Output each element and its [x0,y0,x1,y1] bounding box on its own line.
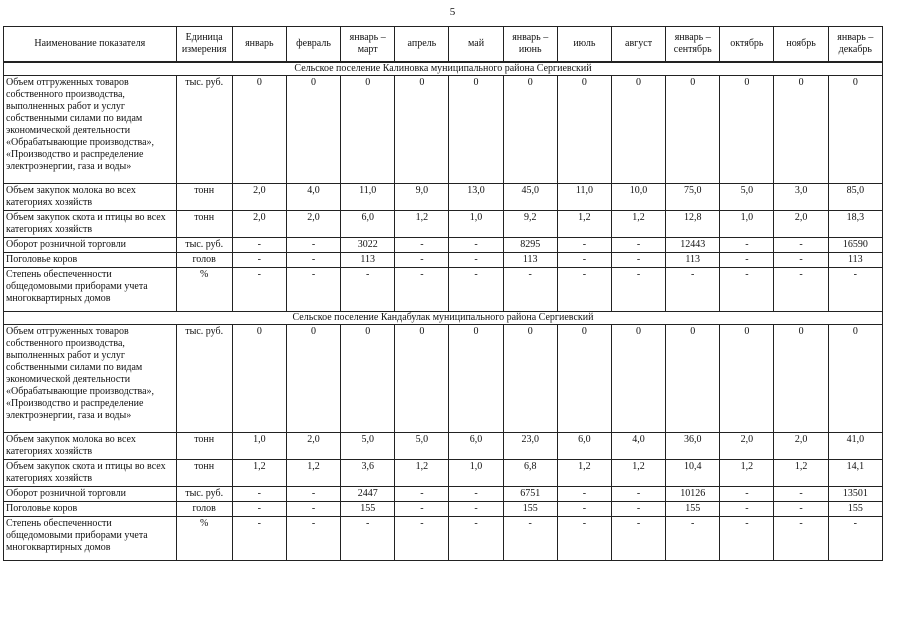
indicator-value: 2,0 [774,211,828,238]
indicator-value: - [395,238,449,253]
column-header-period: июль [557,27,611,63]
indicator-name: Объем отгруженных товаров собственного производства, выполненных работ и услуг собственными силами по видам экономической деятельности «Обрабатывающие производства», «Производство и распределение электроэнергии, газа и воды» [4,76,177,184]
indicator-value: - [449,517,503,561]
indicator-value: - [341,517,395,561]
table-row [4,433,883,460]
indicator-value: 14,1 [828,460,882,487]
indicator-value: - [720,502,774,517]
indicator-value: 0 [503,325,557,433]
indicator-value: 113 [503,253,557,268]
table-row [4,517,883,561]
indicator-value: 5,0 [720,184,774,211]
indicator-value: - [828,268,882,312]
indicator-name: Поголовье коров [4,253,177,268]
indicator-value: 0 [503,76,557,184]
indicator-value: 0 [828,325,882,433]
indicator-value: 1,0 [449,460,503,487]
indicator-value: - [720,517,774,561]
indicator-value: 0 [395,76,449,184]
column-header-period: январь – июнь [503,27,557,63]
indicator-value: 3022 [341,238,395,253]
indicator-value: - [232,502,286,517]
indicator-value: - [286,487,340,502]
indicator-value: 16590 [828,238,882,253]
indicator-value: 0 [611,325,665,433]
table-row [4,487,883,502]
column-header-period: октябрь [720,27,774,63]
indicator-value: 155 [341,502,395,517]
indicator-name: Поголовье коров [4,502,177,517]
indicator-value: - [557,253,611,268]
indicator-value: 3,6 [341,460,395,487]
page-number: 5 [449,6,456,18]
indicator-value: 1,2 [286,460,340,487]
indicator-value: 0 [828,76,882,184]
indicator-value: 0 [449,325,503,433]
indicator-value: - [395,253,449,268]
indicator-value: - [666,268,720,312]
indicator-value: 0 [666,325,720,433]
indicator-value: 8295 [503,238,557,253]
indicator-value: 0 [286,76,340,184]
indicator-value: - [503,517,557,561]
section-title: Сельское поселение Кандабулак муниципального района Сергиевский [4,312,883,325]
indicator-value: 1,2 [557,460,611,487]
indicator-unit: тыс. руб. [176,238,232,253]
indicator-value: 1,0 [720,211,774,238]
table-row [4,325,883,433]
indicator-value: - [774,268,828,312]
indicator-value: 0 [774,325,828,433]
column-header-period: ноябрь [774,27,828,63]
indicator-value: 0 [611,76,665,184]
indicator-value: 11,0 [341,184,395,211]
indicator-value: 155 [503,502,557,517]
indicator-name: Оборот розничной торговли [4,487,177,502]
table-row [4,460,883,487]
indicator-value: - [828,517,882,561]
indicator-value: 113 [341,253,395,268]
indicator-value: - [611,502,665,517]
indicator-value: 155 [666,502,720,517]
indicator-value: 0 [557,325,611,433]
indicator-value: 6,0 [449,433,503,460]
table-body [4,62,883,561]
indicator-value: - [611,253,665,268]
indicator-value: - [774,238,828,253]
indicator-value: - [720,238,774,253]
indicator-value: 10126 [666,487,720,502]
table-row [4,253,883,268]
indicator-value: 6,0 [341,211,395,238]
indicator-value: - [720,487,774,502]
indicator-name: Объем закупок скота и птицы во всех категориях хозяйств [4,211,177,238]
indicator-value: 0 [666,76,720,184]
indicator-value: - [286,268,340,312]
indicator-value: - [232,517,286,561]
indicator-value: 36,0 [666,433,720,460]
indicator-name: Степень обеспеченности общедомовыми приборами учета многоквартирных домов [4,268,177,312]
indicator-value: 0 [232,325,286,433]
indicator-name: Степень обеспеченности общедомовыми приборами учета многоквартирных домов [4,517,177,561]
indicator-value: - [774,517,828,561]
indicator-value: - [720,268,774,312]
indicator-value: 0 [286,325,340,433]
section-title-row [4,62,883,76]
indicator-value: 45,0 [503,184,557,211]
column-header-period: май [449,27,503,63]
indicator-name: Объем закупок молока во всех категориях хозяйств [4,433,177,460]
indicator-value: 0 [232,76,286,184]
indicator-value: 1,2 [774,460,828,487]
indicator-value: - [611,487,665,502]
table-row [4,184,883,211]
indicator-value: 2,0 [720,433,774,460]
indicator-value: - [232,253,286,268]
indicator-value: 1,2 [720,460,774,487]
indicator-value: 13,0 [449,184,503,211]
indicator-value: 1,2 [611,460,665,487]
indicator-value: - [449,253,503,268]
table-row [4,268,883,312]
indicator-value: - [557,502,611,517]
indicator-value: - [774,487,828,502]
indicator-value: 1,2 [557,211,611,238]
indicator-unit: тонн [176,433,232,460]
indicator-unit: тыс. руб. [176,76,232,184]
indicator-value: 23,0 [503,433,557,460]
indicator-value: 1,2 [395,460,449,487]
indicator-value: - [395,268,449,312]
indicator-value: - [774,502,828,517]
column-header-period: февраль [286,27,340,63]
indicator-name: Оборот розничной торговли [4,238,177,253]
indicator-value: 1,2 [611,211,665,238]
indicator-value: 1,0 [232,433,286,460]
indicators-table [3,26,883,561]
indicator-unit: % [176,517,232,561]
indicator-unit: тыс. руб. [176,487,232,502]
indicator-value: 113 [666,253,720,268]
column-header-period: январь – сентябрь [666,27,720,63]
indicator-value: 2447 [341,487,395,502]
indicator-value: - [286,517,340,561]
indicator-unit: тонн [176,460,232,487]
indicator-value: 10,4 [666,460,720,487]
indicator-value: 2,0 [232,184,286,211]
indicator-value: - [395,487,449,502]
indicator-value: 6,8 [503,460,557,487]
indicator-value: - [286,238,340,253]
indicator-value: - [611,238,665,253]
indicator-unit: тонн [176,211,232,238]
indicator-name: Объем отгруженных товаров собственного производства, выполненных работ и услуг собственными силами по видам экономической деятельности «Обрабатывающие производства», «Производство и распределение электроэнергии, газа и воды» [4,325,177,433]
indicator-value: 1,0 [449,211,503,238]
indicator-value: 11,0 [557,184,611,211]
indicator-unit: тыс. руб. [176,325,232,433]
indicator-value: 4,0 [611,433,665,460]
indicator-value: 18,3 [828,211,882,238]
indicator-value: - [611,268,665,312]
indicator-name: Объем закупок молока во всех категориях хозяйств [4,184,177,211]
indicator-value: - [557,268,611,312]
indicator-value: 0 [449,76,503,184]
indicator-value: - [395,517,449,561]
indicator-value: - [449,268,503,312]
indicator-value: - [286,502,340,517]
indicator-value: 113 [828,253,882,268]
table-header-row [4,27,883,63]
indicator-value: 1,2 [232,460,286,487]
indicator-value: 6,0 [557,433,611,460]
indicator-value: - [503,268,557,312]
indicator-value: 85,0 [828,184,882,211]
indicator-value: 10,0 [611,184,665,211]
indicator-value: 12443 [666,238,720,253]
indicator-value: - [395,502,449,517]
indicator-value: 2,0 [286,211,340,238]
indicator-value: - [774,253,828,268]
indicator-value: 0 [557,76,611,184]
indicator-value: - [232,238,286,253]
indicator-value: - [720,253,774,268]
column-header-period: январь – декабрь [828,27,882,63]
indicator-value: 0 [341,325,395,433]
indicator-value: - [557,517,611,561]
indicator-value: 155 [828,502,882,517]
indicator-value: 9,2 [503,211,557,238]
indicator-value: 2,0 [286,433,340,460]
indicator-value: 2,0 [232,211,286,238]
indicator-value: 6751 [503,487,557,502]
indicator-value: 5,0 [395,433,449,460]
indicator-value: 0 [720,76,774,184]
indicator-value: 5,0 [341,433,395,460]
table-row [4,76,883,184]
section-title: Сельское поселение Калиновка муниципального района Сергиевский [4,62,883,76]
indicator-value: - [449,502,503,517]
indicator-value: 12,8 [666,211,720,238]
indicator-value: - [666,517,720,561]
table-row [4,211,883,238]
table-row [4,238,883,253]
indicator-value: - [557,487,611,502]
indicator-value: - [449,238,503,253]
indicator-value: - [286,253,340,268]
column-header-period: январь [232,27,286,63]
column-header-name: Наименование показателя [4,27,177,63]
column-header-period: январь – март [341,27,395,63]
indicator-value: - [557,238,611,253]
indicator-value: - [449,487,503,502]
indicator-value: - [232,487,286,502]
indicator-value: 41,0 [828,433,882,460]
indicator-value: - [341,268,395,312]
indicator-value: 9,0 [395,184,449,211]
column-header-period: август [611,27,665,63]
indicator-value: 2,0 [774,433,828,460]
indicator-value: 0 [341,76,395,184]
indicator-value: 4,0 [286,184,340,211]
indicator-value: 13501 [828,487,882,502]
section-title-row [4,312,883,325]
indicator-value: 75,0 [666,184,720,211]
table-row [4,502,883,517]
indicator-value: 0 [395,325,449,433]
indicator-unit: % [176,268,232,312]
indicator-value: 1,2 [395,211,449,238]
indicator-value: 3,0 [774,184,828,211]
indicator-value: 0 [720,325,774,433]
indicator-unit: голов [176,502,232,517]
indicator-unit: тонн [176,184,232,211]
indicator-value: - [611,517,665,561]
column-header-unit: Единица измерения [176,27,232,63]
indicator-value: 0 [774,76,828,184]
indicator-unit: голов [176,253,232,268]
indicator-value: - [232,268,286,312]
column-header-period: апрель [395,27,449,63]
indicator-name: Объем закупок скота и птицы во всех категориях хозяйств [4,460,177,487]
